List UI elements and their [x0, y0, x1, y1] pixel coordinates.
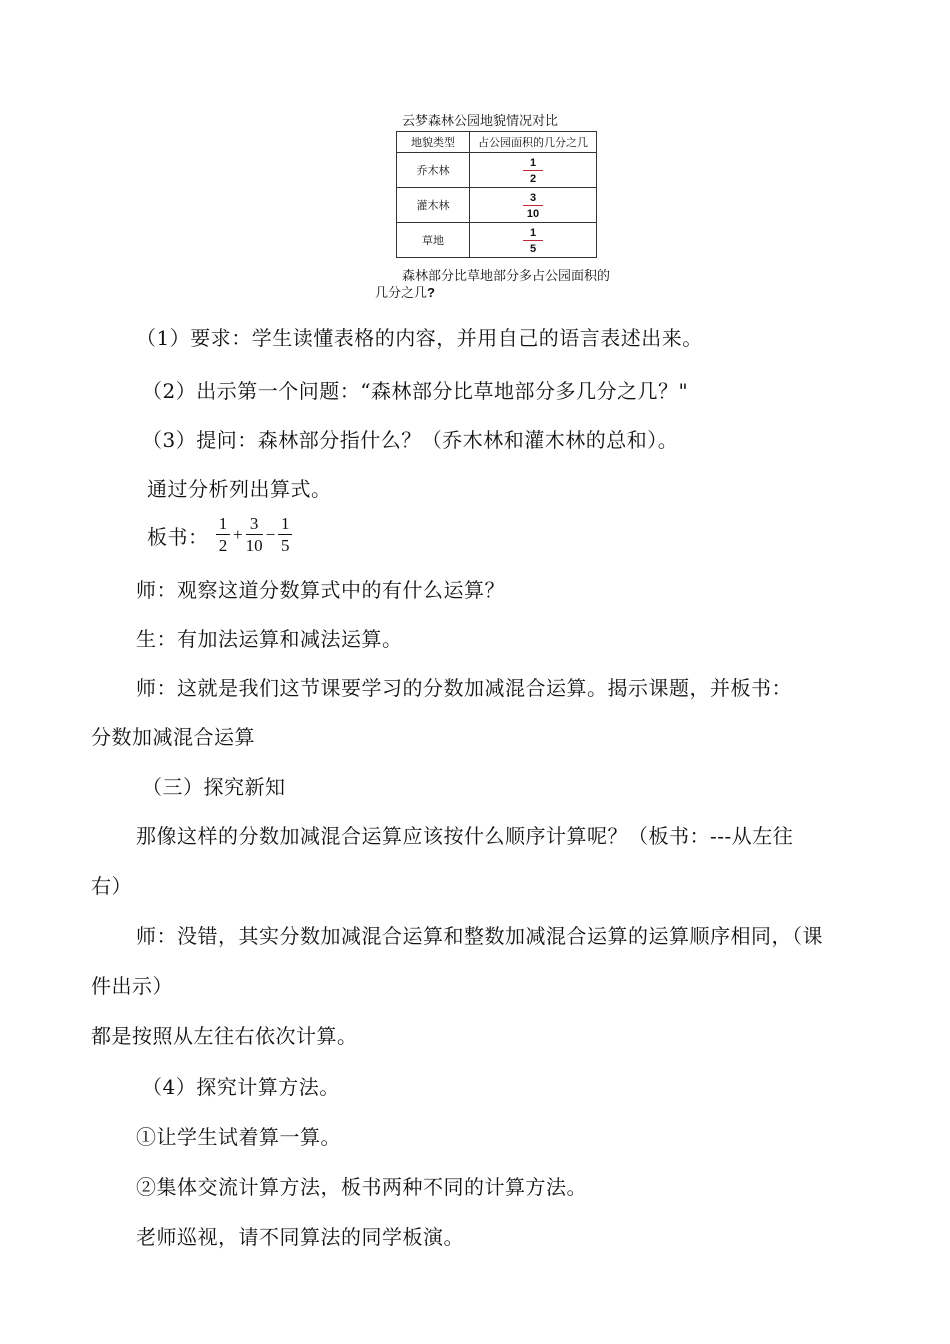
paragraph-requirement: （1）要求：学生读懂表格的内容，并用自己的语言表述出来。 [136, 326, 703, 350]
row-fraction-cell [470, 188, 597, 223]
formula-fraction-3 [277, 514, 293, 555]
fraction-denominator: 5 [280, 536, 290, 555]
row-type-cell: 草地 [397, 223, 470, 258]
fraction-denominator: 10 [526, 207, 540, 220]
paragraph-first-question: （2）出示第一个问题：“森林部分比草地部分多几分之几？" [142, 379, 689, 403]
board-formula [215, 514, 293, 555]
formula-fraction-2 [245, 514, 264, 555]
fraction-bar [523, 240, 543, 241]
row-type-cell: 乔木林 [397, 153, 470, 188]
fraction-bar [216, 534, 230, 535]
fraction-denominator: 2 [218, 536, 228, 555]
paragraph-student-answer: 生：有加法运算和减法运算。 [136, 627, 403, 651]
fraction-numerator: 1 [529, 156, 537, 169]
row-type-cell: 灌木林 [397, 188, 470, 223]
figure-question-line2 [375, 282, 435, 301]
fraction-bar [278, 534, 292, 535]
fraction-bar [523, 205, 543, 206]
paragraph-explore-method: （4）探究计算方法。 [142, 1075, 340, 1099]
fraction [523, 227, 543, 255]
question-mark: ? [427, 285, 435, 300]
figure-title: 云梦森林公园地貌情况对比 [402, 114, 559, 129]
paragraph-analysis: 通过分析列出算式。 [147, 477, 332, 501]
fraction-denominator: 10 [245, 536, 263, 555]
fraction-denominator: 2 [529, 172, 537, 185]
terrain-table [396, 131, 597, 258]
paragraph-left-to-right: 都是按照从左往右依次计算。 [91, 1024, 358, 1048]
fraction-numerator: 1 [280, 514, 290, 533]
row-fraction-cell [470, 153, 597, 188]
paragraph-teacher-confirm-cont: 件出示） [91, 974, 173, 998]
plus-operator: + [233, 524, 243, 544]
paragraph-exchange: ②集体交流计算方法，板书两种不同的计算方法。 [136, 1175, 587, 1199]
fraction-bar [523, 170, 543, 171]
figure-question-text: 几分之几 [375, 286, 428, 301]
fraction [523, 157, 543, 185]
paragraph-ask: （3）提问：森林部分指什么？（乔木林和灌木林的总和）。 [142, 428, 679, 452]
paragraph-topic-title: 分数加减混合运算 [91, 725, 255, 749]
paragraph-teacher-confirm: 师：没错，其实分数加减混合运算和整数加减混合运算的运算顺序相同，（课 [136, 924, 823, 948]
paragraph-board-label: 板书： [147, 525, 209, 549]
minus-operator: − [265, 524, 276, 544]
figure-question-line1: 森林部分比草地部分多占公园面积的 [402, 269, 611, 284]
table-row [397, 223, 597, 258]
formula-fraction-1 [215, 514, 231, 555]
table-header-row [397, 132, 597, 153]
row-fraction-cell [470, 223, 597, 258]
section-heading: （三）探究新知 [142, 775, 286, 799]
fraction-numerator: 3 [529, 191, 537, 204]
fraction-denominator: 5 [529, 242, 537, 255]
table-row [397, 188, 597, 223]
paragraph-teacher-observe: 师：观察这道分数算式中的有什么运算？ [136, 578, 505, 602]
paragraph-teacher-topic: 师：这就是我们这节课要学习的分数加减混合运算。揭示课题，并板书： [136, 676, 792, 700]
paragraph-teacher-patrol: 老师巡视，请不同算法的同学板演。 [136, 1225, 464, 1249]
table-row [397, 153, 597, 188]
fraction [523, 192, 543, 220]
fraction-numerator: 1 [218, 514, 228, 533]
paragraph-order-question: 那像这样的分数加减混合运算应该按什么顺序计算呢？（板书：---从左往 [136, 824, 794, 848]
fraction-bar [246, 534, 263, 535]
header-cell-fraction: 占公园面积的几分之几 [470, 132, 597, 153]
paragraph-try: ①让学生试着算一算。 [136, 1125, 341, 1149]
fraction-numerator: 3 [249, 514, 259, 533]
paragraph-order-question-cont: 右） [91, 874, 132, 898]
header-cell-type: 地貌类型 [397, 132, 470, 153]
fraction-numerator: 1 [529, 226, 537, 239]
